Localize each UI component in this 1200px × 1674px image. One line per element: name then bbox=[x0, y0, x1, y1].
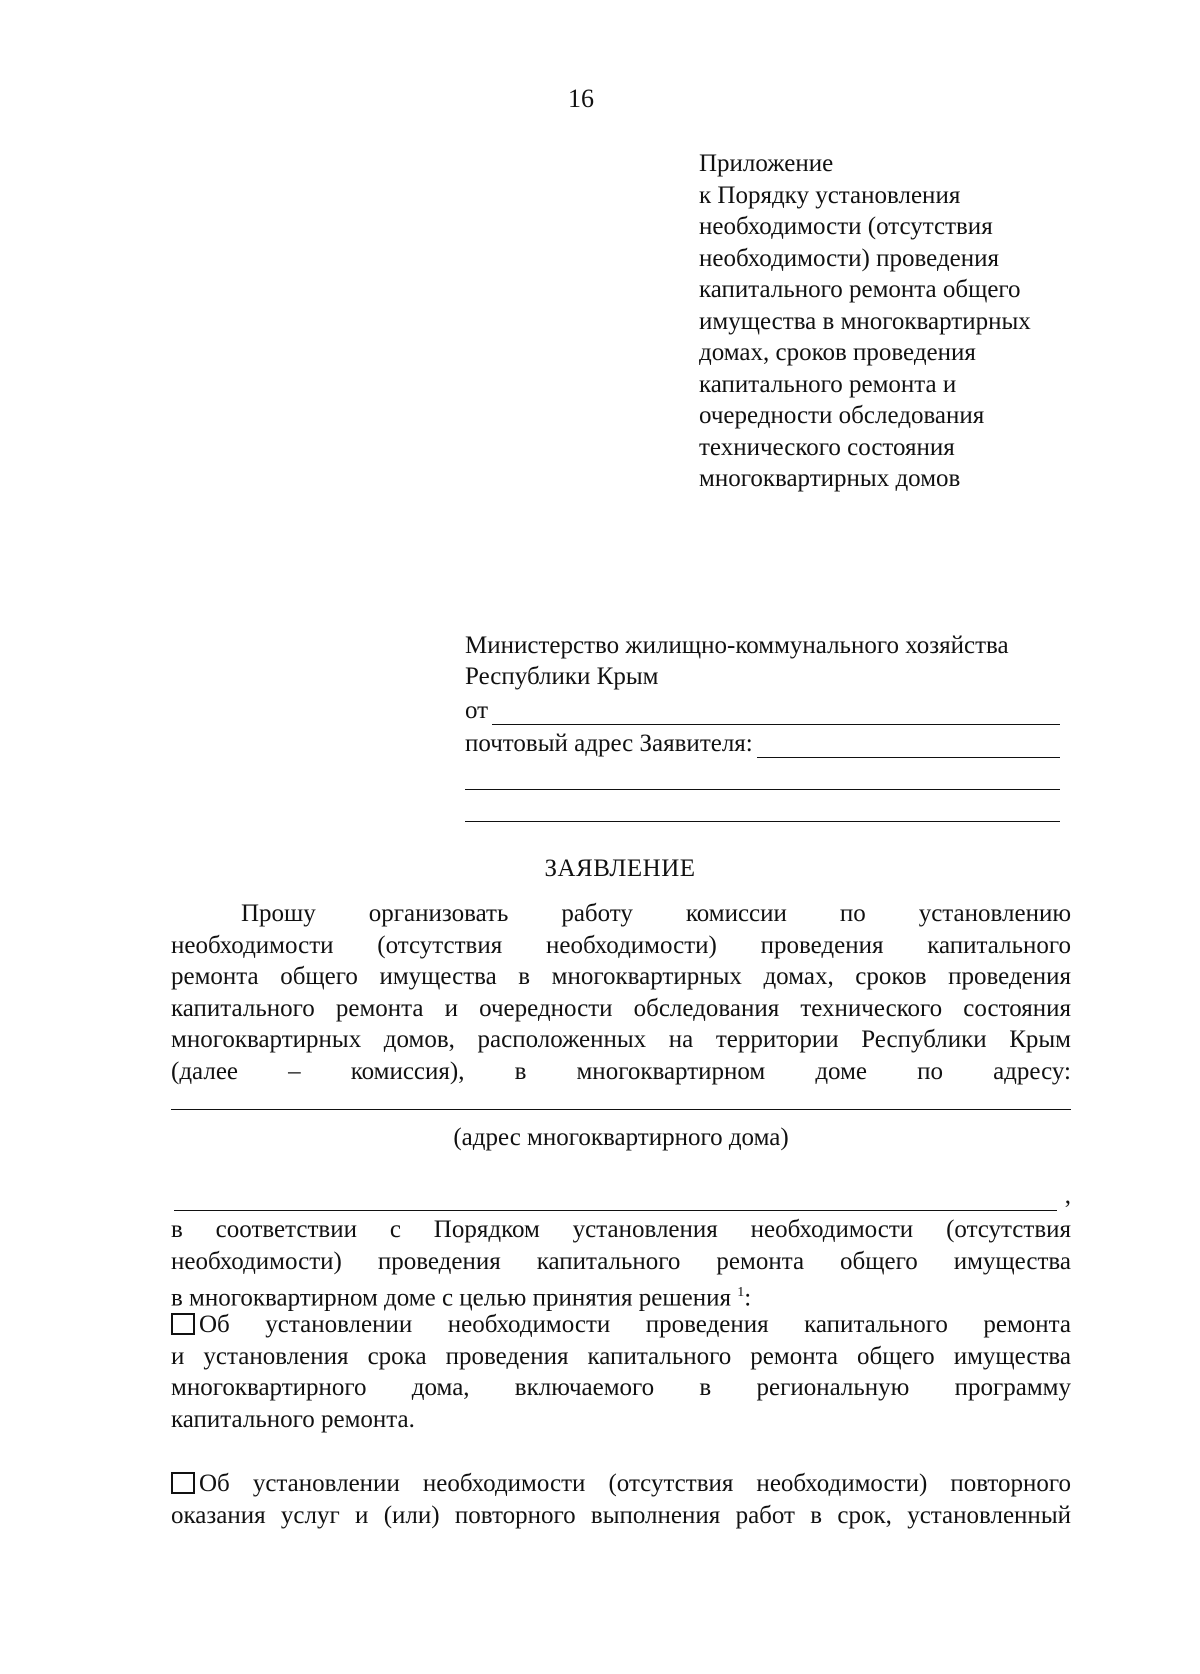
appendix-line: технического состояния bbox=[699, 433, 955, 461]
colon: : bbox=[744, 1284, 752, 1312]
appendix-line: Приложение bbox=[699, 150, 834, 177]
appendix-line: необходимости) проведения bbox=[699, 244, 999, 272]
option-repeat-works-checkbox[interactable] bbox=[171, 1472, 195, 1494]
postal-address-field[interactable] bbox=[757, 731, 1060, 758]
paragraph-line: необходимости) проведения капитального ремонта общего имущества bbox=[171, 1247, 1071, 1275]
appendix-line: необходимости (отсутствия bbox=[699, 213, 993, 240]
appendix-line: имущества в многоквартирных bbox=[699, 307, 1031, 335]
accordance-paragraph bbox=[171, 1214, 1071, 1314]
option-text: Об установлении необходимости проведения капитального ремонта bbox=[199, 1311, 1071, 1338]
option-capital-repair-checkbox[interactable] bbox=[171, 1313, 195, 1335]
option-text: Об установлении необходимости (отсутствия необходимости) повторного bbox=[199, 1470, 1071, 1497]
from-row bbox=[465, 692, 1060, 725]
page-number: 16 bbox=[568, 84, 594, 113]
from-field[interactable] bbox=[492, 698, 1060, 725]
option-line: капитального ремонта. bbox=[171, 1405, 415, 1433]
address-field[interactable] bbox=[171, 1109, 1071, 1110]
appendix-line: домах, сроков проведения bbox=[699, 339, 976, 366]
option-line: оказания услуг и (или) повторного выполнения работ в срок, установленный bbox=[171, 1501, 1071, 1529]
addressee-ministry: Министерство жилищно-коммунального хозяйства bbox=[465, 632, 1009, 659]
paragraph-line: необходимости (отсутствия необходимости) проведения капитального bbox=[171, 931, 1071, 959]
footnote-mark: 1 bbox=[737, 1285, 745, 1300]
paragraph-line: (далее – комиссия), в многоквартирном доме по адресу: bbox=[171, 1057, 1071, 1085]
from-label: от bbox=[465, 697, 489, 724]
paragraph-line: капитального ремонта и очередности обследования технического состояния bbox=[171, 994, 1071, 1022]
appendix-line: капитального ремонта и bbox=[699, 370, 957, 398]
addressee-republic: Республики Крым bbox=[465, 663, 659, 690]
option-capital-repair bbox=[171, 1309, 1071, 1435]
appendix-header bbox=[699, 148, 1031, 495]
option-repeat-works bbox=[171, 1468, 1071, 1531]
paragraph-line: Прошу организовать работу комиссии по установлению bbox=[241, 900, 1071, 927]
option-line: и установления срока проведения капитального ремонта общего имущества bbox=[171, 1342, 1071, 1370]
postal-address-row bbox=[465, 725, 1060, 758]
comma: , bbox=[1064, 1182, 1071, 1209]
appendix-line: к Порядку установления bbox=[699, 181, 961, 209]
address-caption: (адрес многоквартирного дома) bbox=[453, 1124, 789, 1151]
appendix-line: капитального ремонта общего bbox=[699, 276, 1021, 303]
paragraph-line: ремонта общего имущества в многоквартирных домах, сроков проведения bbox=[171, 963, 1071, 990]
appendix-line: многоквартирных домов bbox=[699, 465, 961, 492]
request-paragraph bbox=[171, 898, 1071, 1087]
postal-address-label: почтовый адрес Заявителя: bbox=[465, 730, 753, 757]
postal-address-field-line-2[interactable] bbox=[465, 758, 1060, 790]
appendix-line: очередности обследования bbox=[699, 402, 985, 429]
paragraph-line: в соответствии с Порядком установления необходимости (отсутствия bbox=[171, 1216, 1071, 1243]
option-line bbox=[171, 1468, 1071, 1500]
address-continuation-row bbox=[171, 1180, 1071, 1213]
postal-address-field-line-3[interactable] bbox=[465, 790, 1060, 822]
paragraph-line: многоквартирных домов, расположенных на территории Республики Крым bbox=[171, 1026, 1071, 1053]
accordance-last-text: в многоквартирном доме с целью принятия решения bbox=[171, 1284, 731, 1312]
option-line bbox=[171, 1309, 1071, 1341]
option-line: многоквартирного дома, включаемого в региональную программу bbox=[171, 1374, 1071, 1401]
addressee-block bbox=[465, 630, 1060, 822]
document-title: ЗАЯВЛЕНИЕ bbox=[544, 855, 696, 882]
address-field-line-2[interactable] bbox=[174, 1180, 1057, 1211]
